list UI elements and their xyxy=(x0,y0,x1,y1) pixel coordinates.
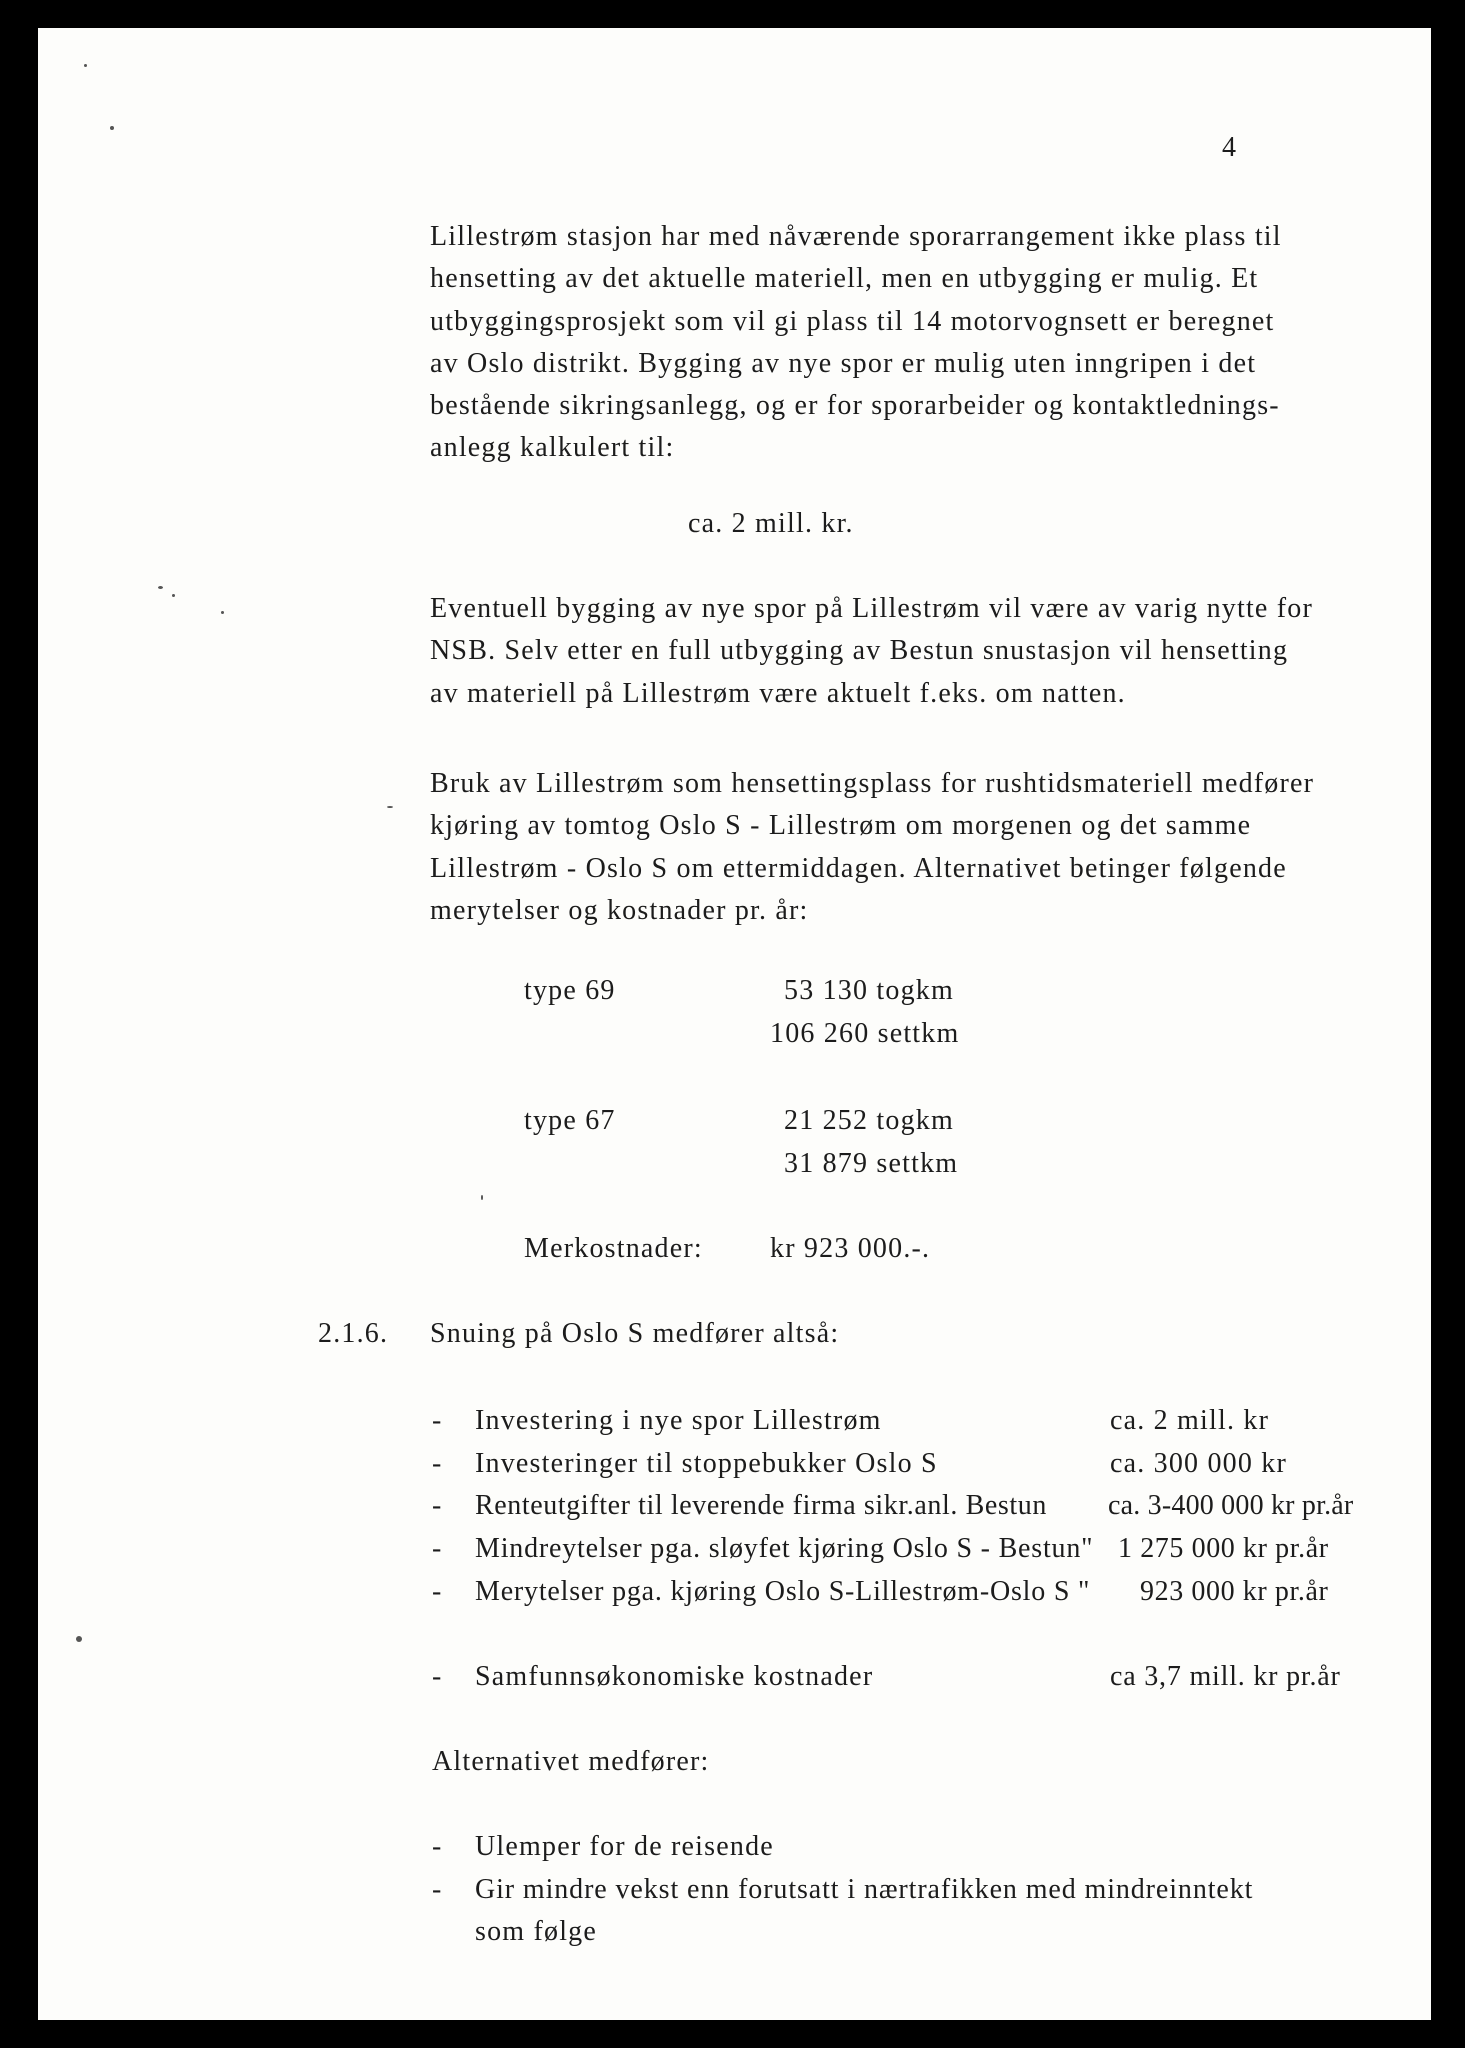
scan-speck xyxy=(221,611,224,614)
text-line: hensetting av det aktuelle materiell, men en utbygging er mulig. Et xyxy=(430,263,1259,295)
list-bullet: - xyxy=(432,1831,443,1862)
merkostnader-label: Merkostnader: xyxy=(524,1233,703,1264)
scan-speck xyxy=(387,806,393,808)
scan-speck xyxy=(110,126,114,130)
paragraph-1 xyxy=(430,216,1390,470)
text-line: av Oslo distrikt. Bygging av nye spor er mulig uten inngripen i det xyxy=(430,347,1257,379)
scan-speck xyxy=(76,1636,82,1642)
paragraph-2 xyxy=(430,588,1390,715)
list-bullet: - xyxy=(432,1533,443,1564)
cost-item-text: Investering i nye spor Lillestrøm xyxy=(475,1405,882,1436)
train-type-label: type 69 xyxy=(524,975,616,1006)
estimate: ca. 2 mill. kr. xyxy=(688,508,854,539)
section-number: 2.1.6. xyxy=(318,1318,389,1349)
scan-speck xyxy=(84,64,87,67)
text-line: NSB. Selv etter en full utbygging av Bestun snustasjon vil hensetting xyxy=(430,635,1289,667)
cost-item-text: Merytelser pga. kjøring Oslo S-Lillestrøm-Oslo S " xyxy=(475,1576,1091,1607)
consequence-text: Ulemper for de reisende xyxy=(475,1831,774,1862)
cost-item-amount: ca. 3-400 000 kr pr.år xyxy=(1108,1490,1354,1521)
settkm-value: 106 260 settkm xyxy=(770,1018,960,1049)
list-bullet: - xyxy=(432,1874,443,1905)
cost-item-amount: ca. 300 000 kr xyxy=(1110,1448,1287,1479)
cost-item-amount: 1 275 000 kr pr.år xyxy=(1118,1533,1329,1564)
total-text: Samfunnsøkonomiske kostnader xyxy=(475,1661,874,1692)
list-bullet: - xyxy=(432,1448,443,1479)
text-line: utbyggingsprosjekt som vil gi plass til 14 motorvognsett er beregnet xyxy=(430,305,1275,337)
text-line: bestående sikringsanlegg, og er for sporarbeider og kontaktlednings- xyxy=(430,390,1280,422)
text-line: Lillestrøm - Oslo S om ettermiddagen. Alternativet betinger følgende xyxy=(430,852,1287,884)
togkm-value: 21 252 togkm xyxy=(784,1105,954,1136)
list-bullet: - xyxy=(432,1661,443,1692)
train-type-label: type 67 xyxy=(524,1105,616,1136)
text-line: Eventuell bygging av nye spor på Lillestrøm vil være av varig nytte for xyxy=(430,593,1314,624)
settkm-value: 31 879 settkm xyxy=(784,1148,959,1179)
cost-item-amount: 923 000 kr pr.år xyxy=(1140,1576,1329,1607)
text-line: Bruk av Lillestrøm som hensettingsplass for rushtidsmateriell medfører xyxy=(430,768,1315,799)
consequence-continuation: som følge xyxy=(475,1916,598,1947)
text-line: merytelser og kostnader pr. år: xyxy=(430,894,809,926)
list-bullet: - xyxy=(432,1405,443,1436)
text-line: anlegg kalkulert til: xyxy=(430,432,675,464)
alternative-heading: Alternativet medfører: xyxy=(432,1746,710,1777)
paragraph-3 xyxy=(430,763,1390,932)
list-bullet: - xyxy=(432,1576,443,1607)
scan-speck xyxy=(158,586,163,589)
page-number: 4 xyxy=(1222,132,1238,163)
togkm-value: 53 130 togkm xyxy=(784,975,954,1006)
merkostnader-value: kr 923 000.-. xyxy=(770,1233,931,1264)
scan-speck xyxy=(172,594,175,597)
cost-item-amount: ca. 2 mill. kr xyxy=(1110,1405,1270,1436)
cost-item-text: Investeringer til stoppebukker Oslo S xyxy=(475,1448,938,1479)
text-line: Lillestrøm stasjon har med nåværende sporarrangement ikke plass til xyxy=(430,221,1282,252)
text-line: av materiell på Lillestrøm være aktuelt f.eks. om natten. xyxy=(430,677,1126,709)
scan-speck xyxy=(481,1195,483,1200)
text-line: kjøring av tomtog Oslo S - Lillestrøm om morgenen og det samme xyxy=(430,810,1252,842)
list-bullet: - xyxy=(432,1490,443,1521)
cost-item-text: Mindreytelser pga. sløyfet kjøring Oslo S - Bestun" xyxy=(475,1533,1094,1564)
document-page xyxy=(38,28,1431,2020)
cost-item-text: Renteutgifter til leverende firma sikr.anl. Bestun xyxy=(475,1490,1047,1521)
total-amount: ca 3,7 mill. kr pr.år xyxy=(1110,1661,1341,1692)
consequence-text: Gir mindre vekst enn forutsatt i nærtrafikken med mindreinntekt xyxy=(475,1874,1254,1905)
section-title: Snuing på Oslo S medfører altså: xyxy=(430,1318,840,1349)
